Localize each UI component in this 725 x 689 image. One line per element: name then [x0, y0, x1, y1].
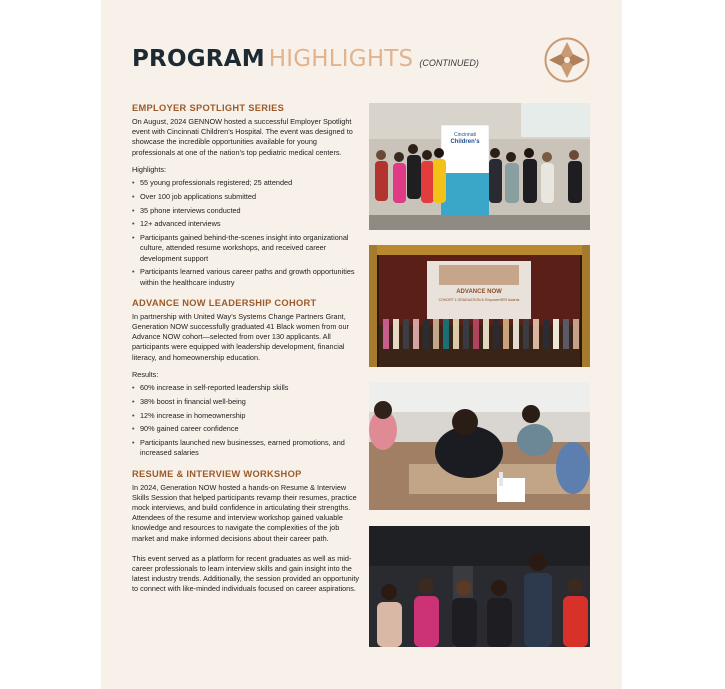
resume-workshop-section	[132, 469, 360, 595]
list-item: • 12+ advanced interviews	[132, 219, 360, 229]
resume-workshop-classroom-photo	[369, 382, 590, 510]
text-column	[132, 103, 360, 595]
list-item: • Participants launched new businesses, earned promotions, and increased salaries	[132, 438, 360, 458]
section-heading: EMPLOYER SPOTLIGHT SERIES	[132, 103, 285, 113]
section-body: In 2024, Generation NOW hosted a hands-on Resume & Interview Skills Session that helped participants revamp their resumes, practice mock interviews, and build confidence in articulating their strengths. Attendees of the resume and interview workshop gained valuable knowledge and resources to navigate the complexities of the job market and make informed decisions about their career path.	[132, 482, 357, 543]
section-body: In partnership with United Way’s Systems Change Partners Grant, Generation NOW successfully graduated 41 Black women from our Advance NOW cohort—selected from over 130 applicants. All participants were equipped with leadership development, financial literacy, and homeownership education.	[132, 311, 349, 362]
resume-workshop-group-photo	[369, 526, 590, 647]
section-body: This event served as a platform for recent graduates as well as mid-career professionals to learn interview skills and gain insight into the latest industry trends. Additionally, the session provided an opportunity to connect with like-minded individuals focused on career aspirations.	[132, 553, 360, 594]
highlights-list	[132, 178, 360, 288]
employer-spotlight-photo	[369, 103, 590, 230]
section-body: On August, 2024 GENNOW hosted a successful Employer Spotlight event with Cincinnati Children’s Hospital. The event was designed to showcase the incredible opportunities available for young professionals at one of the nation’s top pediatric medical centers.	[132, 117, 353, 157]
list-item: • 38% boost in financial well-being	[132, 397, 360, 407]
advance-now-cohort-photo	[369, 245, 590, 367]
generation-now-logo-icon	[544, 37, 590, 83]
title-continued-note: (CONTINUED)	[419, 58, 479, 68]
list-label: Results:	[132, 369, 159, 379]
document-page	[101, 0, 622, 689]
list-item: • 35 phone interviews conducted	[132, 206, 360, 216]
list-item: • Participants learned various career paths and growth opportunities within the healthcare industry	[132, 267, 360, 287]
section-heading: RESUME & INTERVIEW WORKSHOP	[132, 468, 302, 479]
advance-now-section	[132, 298, 360, 459]
list-item: • Over 100 job applications submitted	[132, 192, 360, 202]
title-light-text: HIGHLIGHTS	[268, 46, 414, 72]
screen-title: ADVANCE NOW	[456, 289, 502, 295]
list-item: • 12% increase in homeownership	[132, 411, 360, 421]
list-label: Highlights:	[132, 164, 167, 174]
section-heading: ADVANCE NOW LEADERSHIP COHORT	[132, 297, 317, 308]
banner-text-line2: Children’s	[450, 139, 480, 145]
banner-text-line1: Cincinnati	[454, 132, 476, 138]
screen-subtitle: COHORT 1 GRADUATION & EmpowerHER Awards	[438, 298, 520, 302]
list-item: • Participants gained behind-the-scenes insight into organizational culture, attended resume workshops, and received career development support	[132, 233, 360, 264]
list-item: • 90% gained career confidence	[132, 424, 360, 434]
title-bold-text: PROGRAM	[132, 46, 265, 72]
employer-spotlight-section	[132, 103, 360, 288]
list-item: • 60% increase in self-reported leadership skills	[132, 383, 360, 393]
results-list	[132, 383, 360, 459]
page-title	[132, 46, 479, 72]
list-item: • 55 young professionals registered; 25 attended	[132, 178, 360, 188]
